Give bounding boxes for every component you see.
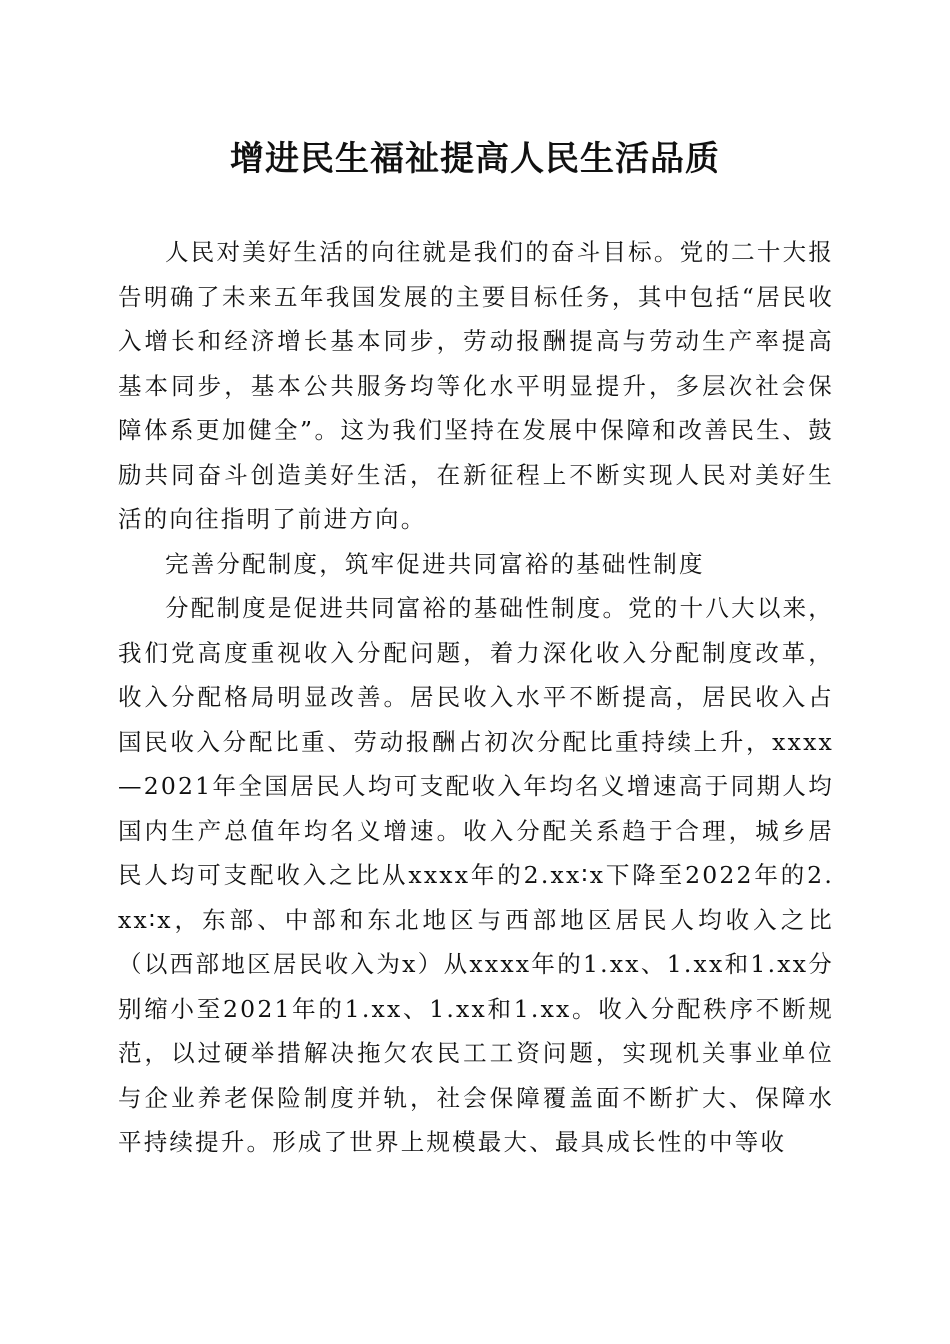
document-title: 增进民生福祉提高人民生活品质 (230, 139, 720, 179)
document-body (118, 230, 834, 1165)
paragraph-distribution: 分配制度是促进共同富裕的基础性制度。党的十八大以来，我们党高度重视收入分配问题，着力深化收入分配制度改革，收入分配格局明显改善。居民收入水平不断提高，居民收入占国民收入分配比重、劳动报酬占初次分配比重持续上升，xxxx—2021年全国居民人均可支配收入年均名义增速高于同期人均国内生产总值年均名义增速。收入分配关系趋于合理，城乡居民人均可支配收入之比从xxxx年的2.xx∶x下降至2022年的2.xx∶x，东部、中部和东北地区与西部地区居民人均收入之比（以西部地区居民收入为x）从xxxx年的1.xx、1.xx和1.xx分别缩小至2021年的1.xx、1.xx和1.xx。收入分配秩序不断规范，以过硬举措解决拖欠农民工工资问题，实现机关事业单位与企业养老保险制度并轨，社会保障覆盖面不断扩大、保障水平持续提升。形成了世界上规模最大、最具成长性的中等收 (118, 594, 834, 1156)
paragraph-intro: 人民对美好生活的向往就是我们的奋斗目标。党的二十大报告明确了未来五年我国发展的主要目标任务，其中包括“居民收入增长和经济增长基本同步，劳动报酬提高与劳动生产率提高基本同步，基本公共服务均等化水平明显提升，多层次社会保障体系更加健全”。这为我们坚持在发展中保障和改善民生、鼓励共同奋斗创造美好生活，在新征程上不断实现人民对美好生活的向往指明了前进方向。 (118, 238, 834, 533)
section-heading: 完善分配制度，筑牢促进共同富裕的基础性制度 (165, 549, 705, 578)
